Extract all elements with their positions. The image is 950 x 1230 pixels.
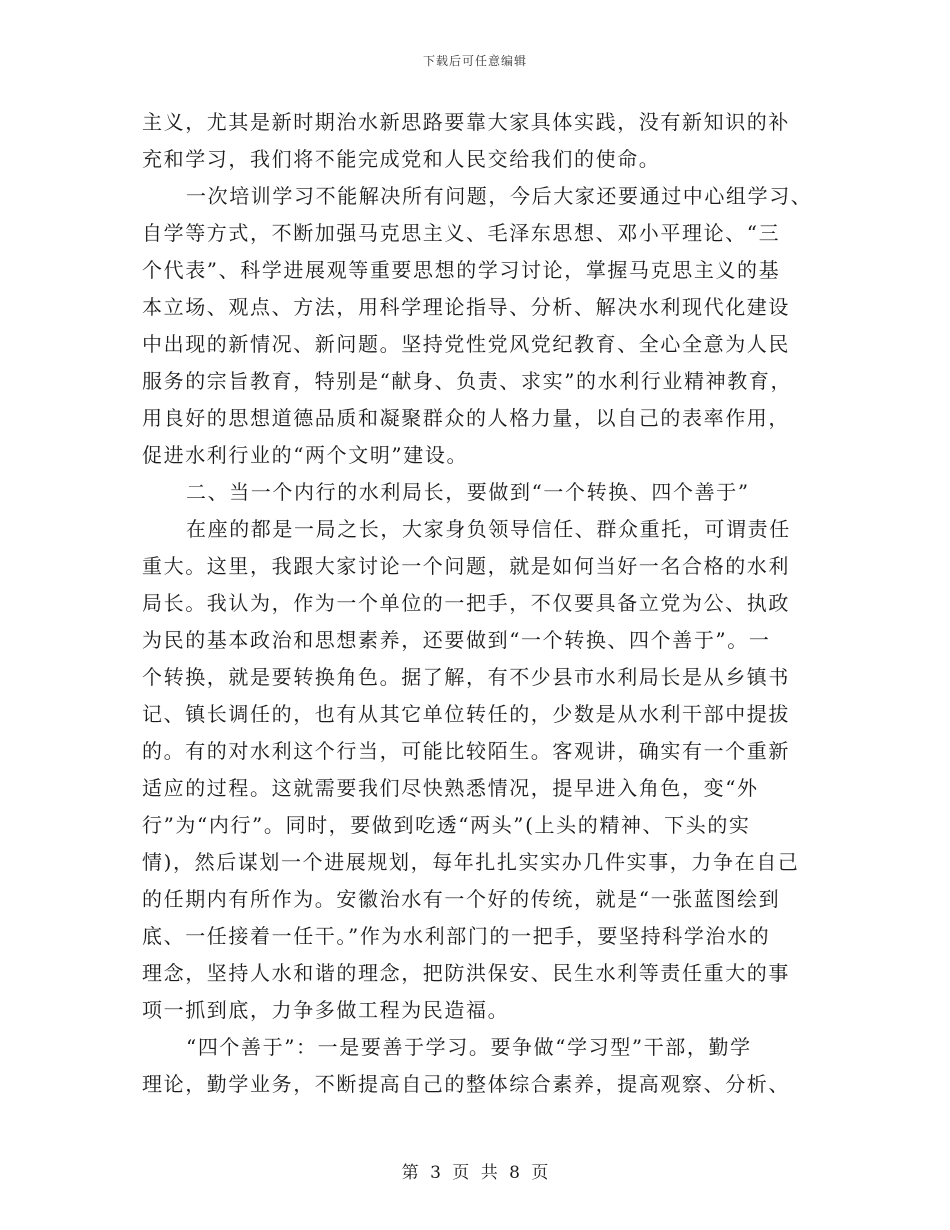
text-line: 本立场、观点、方法，用科学理论指导、分析、解决水利现代化建设 (142, 295, 790, 319)
text-line: 个代表”、科学进展观等重要思想的学习讨论，掌握马克思主义的基 (142, 258, 781, 282)
text-line: 局长。我认为，作为一个单位的一把手，不仅要具备立党为公、执政 (142, 591, 790, 615)
text-line: 适应的过程。这就需要我们尽快熟悉情况，提早进入角色，变“外 (142, 776, 759, 800)
text-line: 个转换，就是要转换角色。据了解，有不少县市水利局长是从乡镇书 (142, 665, 790, 689)
text-line: 在座的都是一局之长，大家身负领导信任、群众重托，可谓责任 (186, 517, 791, 541)
text-line: 充和学习，我们将不能完成党和人民交给我们的使命。 (142, 147, 661, 171)
text-line: 情)，然后谋划一个进展规划，每年扎扎实实办几件实事，力争在自己 (142, 850, 800, 874)
document-body (142, 104, 813, 1103)
text-line: 记、镇长调任的，也有从其它单位转任的，少数是从水利干部中提拔 (142, 702, 790, 726)
text-line: 主义，尤其是新时期治水新思路要靠大家具体实践，没有新知识的补 (142, 110, 790, 134)
text-line: 一次培训学习不能解决所有问题，今后大家还要通过中心组学习、 (186, 184, 813, 208)
text-line: 中出现的新情况、新问题。坚持党性党风党纪教育、全心全意为人民 (142, 332, 790, 356)
text-line: 自学等方式，不断加强马克思主义、毛泽东思想、邓小平理论、“三 (142, 221, 781, 245)
text-line: 理念，坚持人水和谐的理念，把防洪保安、民生水利等责任重大的事 (142, 961, 790, 985)
text-line: “四个善于”：一是要善于学习。要争做“学习型”干部，勤学 (186, 1035, 752, 1059)
text-line: 的。有的对水利这个行当，可能比较陌生。客观讲，确实有一个重新 (142, 739, 790, 763)
text-line: 服务的宗旨教育，特别是“献身、负责、求实”的水利行业精神教育， (142, 369, 793, 393)
text-line: 为民的基本政治和思想素养，还要做到“一个转换、四个善于”。一 (142, 628, 771, 652)
text-line: 底、一任接着一任干。”作为水利部门的一把手，要坚持科学治水的 (142, 924, 771, 948)
text-line: 二、当一个内行的水利局长，要做到“一个转换、四个善于” (186, 480, 750, 504)
text-line: 理论，勤学业务，不断提高自己的整体综合素养，提高观察、分析、 (142, 1072, 790, 1096)
text-line: 项一抓到底，力争多做工程为民造福。 (142, 998, 510, 1022)
text-line: 的任期内有所作为。安徽治水有一个好的传统，就是“一张蓝图绘到 (142, 887, 781, 911)
page-header-note: 下载后可任意编辑 (422, 54, 527, 68)
text-line: 用良好的思想道德品质和凝聚群众的人格力量，以自己的表率作用， (142, 406, 790, 430)
text-line: 行”为“内行”。同时，要做到吃透“两头”(上头的精神、下头的实 (142, 813, 751, 837)
text-line: 促进水利行业的“两个文明”建设。 (142, 443, 469, 467)
text-line: 重大。这里，我跟大家讨论一个问题，就是如何当好一名合格的水利 (142, 554, 790, 578)
page-number: 第 3 页 共 8 页 (401, 1163, 549, 1183)
